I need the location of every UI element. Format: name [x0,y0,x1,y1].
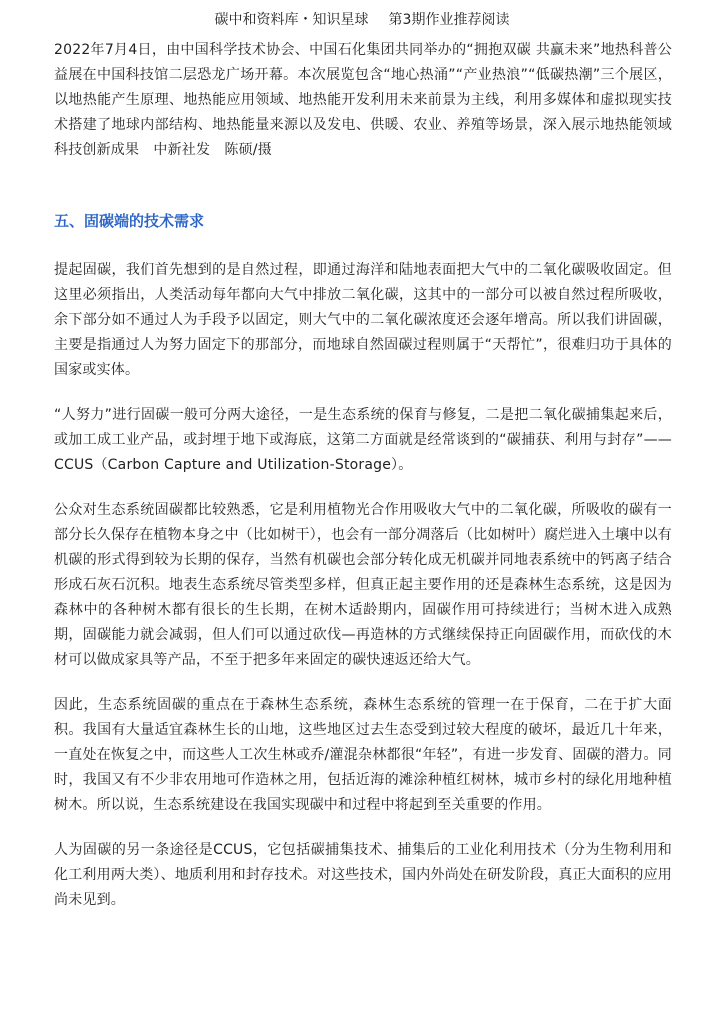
paragraph: 因此，生态系统固碳的重点在于森林生态系统，森林生态系统的管理一在于保育，二在于扩大面积。我国有大量适宜森林生长的山地，这些地区过去生态受到过较大程度的破坏，最近几十年来，一直处在恢复之中，而这些人工次生林或乔/灌混杂林都很“年轻”，有进一步发育、固碳的潜力。同时，我国又有不少非农用地可作造林之用，包括近海的滩涂种植红树林，城市乡村的绿化用地种植树木。所以说，生态系统建设在我国实现碳中和过程中将起到至关重要的作用。 [54,697,672,813]
article-body [54,258,672,933]
photo-caption: 2022年7月4日，由中国科学技术协会、中国石化集团共同举办的“拥抱双碳 共赢未来”地热科普公益展在中国科技馆二层恐龙广场开幕。本次展览包含“地心热涌”“产业热浪”“低碳热潮”三个展区，以地热能产生原理、地热能应用领域、地热能开发利用未来前景为主线，利用多媒体和虚拟现实技术搭建了地球内部结构、地热能量来源以及发电、供暖、农业、养殖等场景，深入展示地热能领域科技创新成果 中新社发 陈硕/摄 [54,42,672,158]
header-issue: 第3期作业推荐阅读 [388,12,510,28]
section-heading: 五、固碳端的技术需求 [54,212,205,230]
paragraph: 人为固碳的另一条途径是CCUS，它包括碳捕集技术、捕集后的工业化利用技术（分为生物利用和化工利用两大类）、地质利用和封存技术。对这些技术，国内外尚处在研发阶段，真正大面积的应用尚未见到。 [54,842,672,908]
page-header [0,10,724,30]
paragraph: 提起固碳，我们首先想到的是自然过程，即通过海洋和陆地表面把大气中的二氧化碳吸收固定。但这里必须指出，人类活动每年都向大气中排放二氧化碳，这其中的一部分可以被自然过程所吸收，余下部分如不通过人为手段予以固定，则大气中的二氧化碳浓度还会逐年增高。所以我们讲固碳，主要是指通过人为努力固定下的那部分，而地球自然固碳过程则属于“天帮忙”，很难归功于具体的国家或实体。 [54,262,672,378]
paragraph: 公众对生态系统固碳都比较熟悉，它是利用植物光合作用吸收大气中的二氧化碳，所吸收的碳有一部分长久保存在植物本身之中（比如树干），也会有一部分凋落后（比如树叶）腐烂进入土壤中以有机碳的形式得到较为长期的保存，当然有机碳也会部分转化成无机碳并同地表系统中的钙离子结合形成石灰石沉积。地表生态系统尽管类型多样，但真正起主要作用的还是森林生态系统，这是因为森林中的各种树木都有很长的生长期，在树木适龄期内，固碳作用可持续进行；当树木进入成熟期，固碳能力就会减弱，但人们可以通过砍伐—再造林的方式继续保持正向固碳作用，而砍伐的木材可以做成家具等产品，不至于把多年来固定的碳快速返还给大气。 [54,502,672,668]
paragraph: “人努力”进行固碳一般可分两大途径，一是生态系统的保育与修复，二是把二氧化碳捕集起来后，或加工成工业产品，或封埋于地下或海底，这第二方面就是经常谈到的“碳捕获、利用与封存”——CCUS（Carbon Capture and Utilization-Storage）。 [54,407,672,473]
header-source: 碳中和资料库・知识星球 [214,12,369,28]
